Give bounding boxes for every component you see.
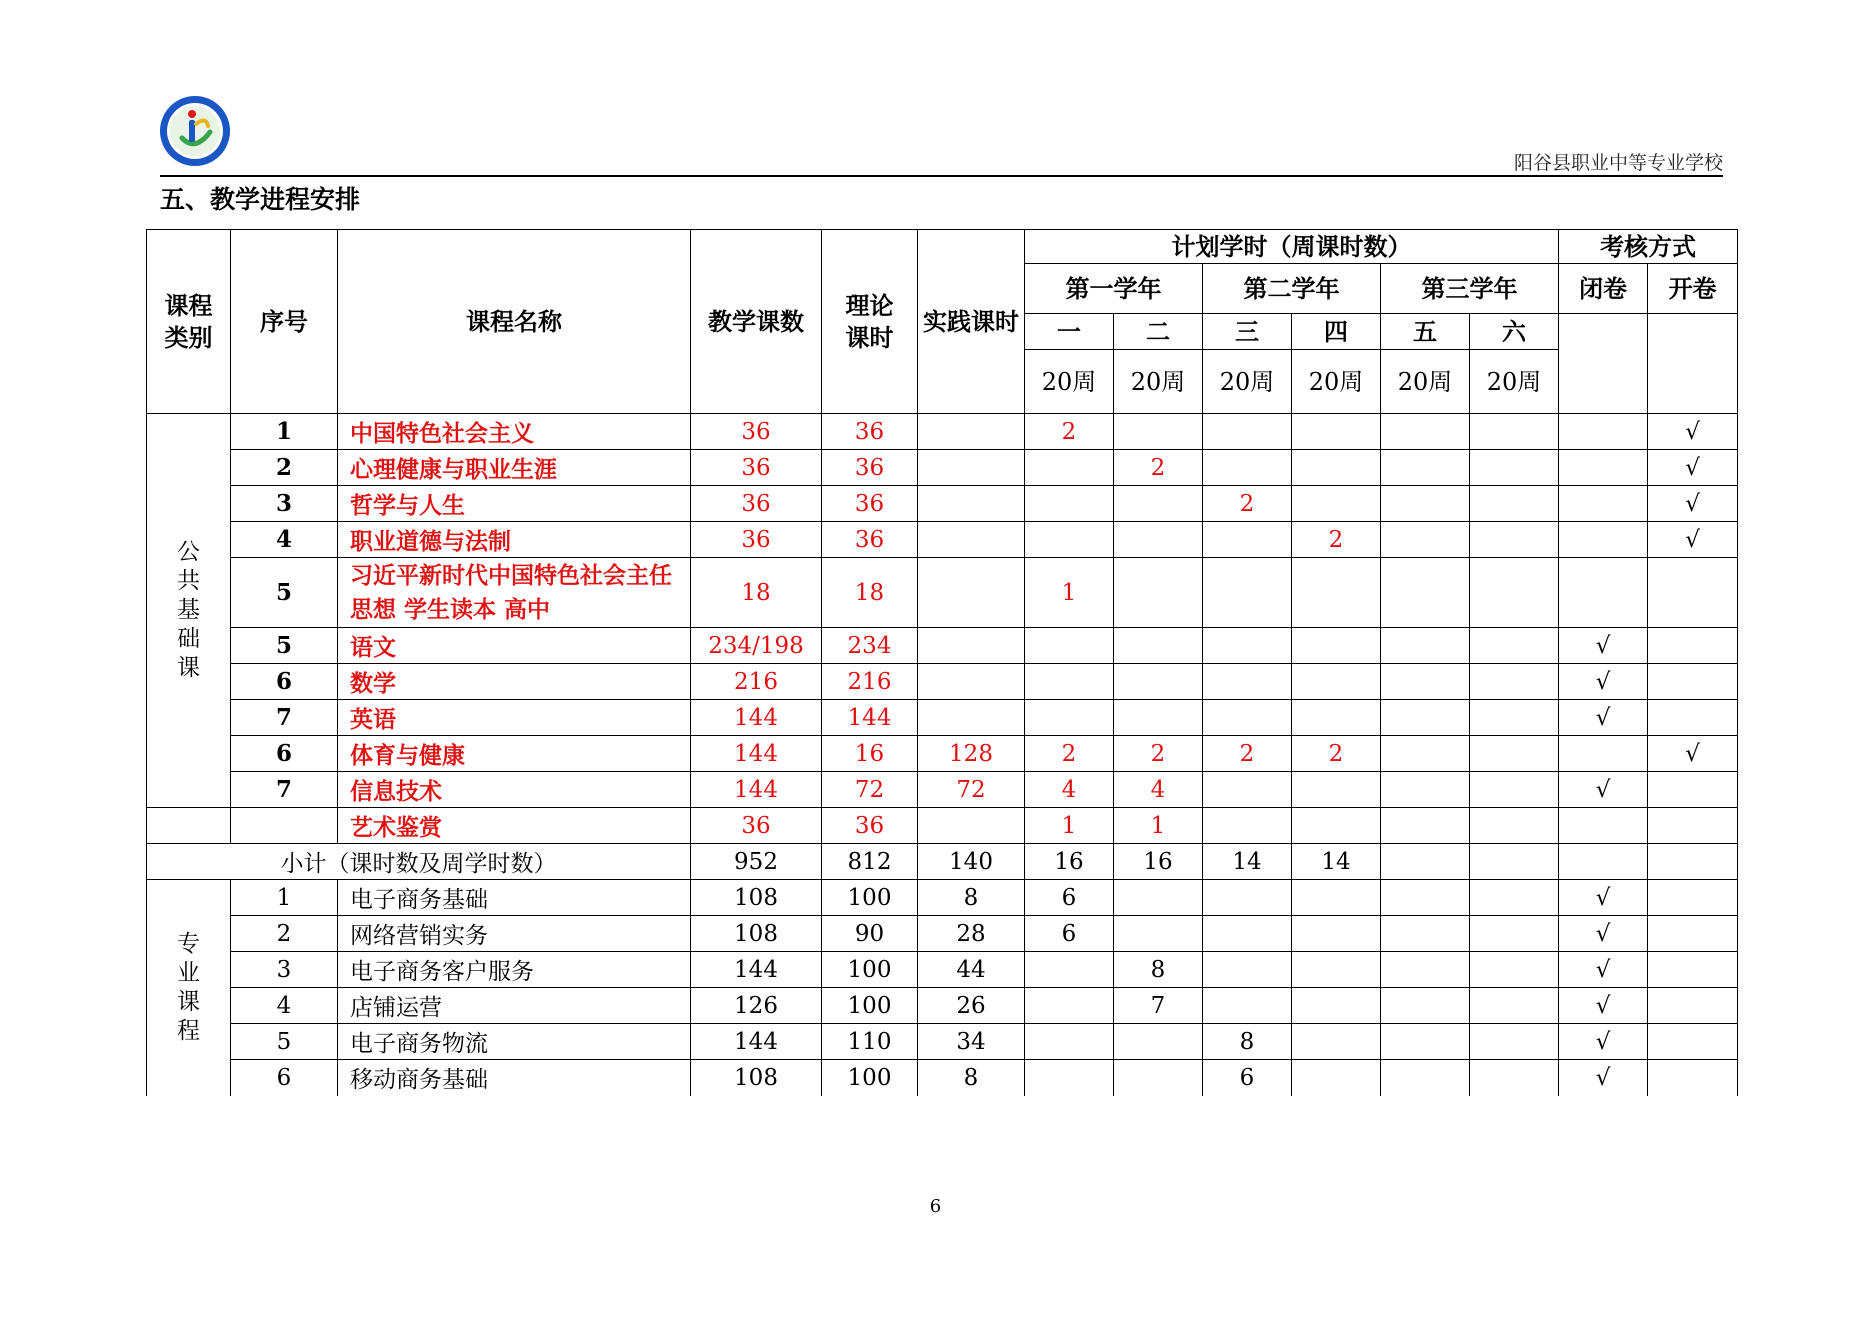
term3-hours: 2 — [1203, 736, 1292, 772]
subtotal-term4: 14 — [1292, 844, 1381, 880]
subtotal-term6 — [1470, 844, 1559, 880]
theory-hours: 100 — [822, 952, 918, 988]
header-rule — [160, 175, 1723, 177]
course-name: 电子商务基础 — [338, 880, 691, 916]
term3-hours — [1203, 414, 1292, 450]
table-row — [147, 736, 1738, 772]
course-name: 店铺运营 — [338, 988, 691, 1024]
header-weeks-6: 20周 — [1470, 350, 1559, 414]
term6-hours — [1470, 916, 1559, 952]
term2-hours — [1114, 1060, 1203, 1096]
header-theory-hours: 理论课时 — [822, 230, 918, 414]
closed-check: √ — [1559, 664, 1648, 700]
header-term-5: 五 — [1381, 314, 1470, 350]
term1-hours — [1025, 664, 1114, 700]
term5-hours — [1381, 1060, 1470, 1096]
course-name: 英语 — [338, 700, 691, 736]
closed-check — [1559, 522, 1648, 558]
term6-hours — [1470, 736, 1559, 772]
subtotal-row — [147, 844, 1738, 880]
closed-check — [1559, 808, 1648, 844]
theory-hours: 100 — [822, 988, 918, 1024]
header-term-6: 六 — [1470, 314, 1559, 350]
open-check — [1648, 808, 1738, 844]
total-hours: 36 — [691, 486, 822, 522]
practice-hours — [918, 486, 1025, 522]
term2-hours — [1114, 700, 1203, 736]
seq-cell: 2 — [231, 916, 338, 952]
total-hours: 216 — [691, 664, 822, 700]
table-row — [147, 414, 1738, 450]
total-hours: 144 — [691, 772, 822, 808]
header-closed-blank — [1559, 314, 1648, 414]
category-blank — [147, 808, 231, 844]
practice-hours: 44 — [918, 952, 1025, 988]
term5-hours — [1381, 450, 1470, 486]
term4-hours — [1292, 880, 1381, 916]
term2-hours: 2 — [1114, 736, 1203, 772]
term4-hours: 2 — [1292, 736, 1381, 772]
open-check — [1648, 700, 1738, 736]
page-number: 6 — [929, 1196, 942, 1217]
theory-hours: 18 — [822, 558, 918, 628]
term1-hours — [1025, 628, 1114, 664]
term3-hours: 2 — [1203, 486, 1292, 522]
subtotal-label: 小计（课时数及周学时数） — [147, 844, 691, 880]
open-check — [1648, 664, 1738, 700]
open-check: √ — [1648, 486, 1738, 522]
table-row — [147, 952, 1738, 988]
term4-hours — [1292, 988, 1381, 1024]
term6-hours — [1470, 450, 1559, 486]
open-check: √ — [1648, 414, 1738, 450]
header-open: 开卷 — [1648, 264, 1738, 314]
practice-hours — [918, 628, 1025, 664]
open-check — [1648, 880, 1738, 916]
school-logo — [158, 94, 232, 168]
header-closed: 闭卷 — [1559, 264, 1648, 314]
term5-hours — [1381, 486, 1470, 522]
term5-hours — [1381, 558, 1470, 628]
term2-hours — [1114, 486, 1203, 522]
course-name: 信息技术 — [338, 772, 691, 808]
seq-cell: 2 — [231, 450, 338, 486]
open-check — [1648, 1024, 1738, 1060]
term5-hours — [1381, 522, 1470, 558]
term5-hours — [1381, 772, 1470, 808]
theory-hours: 110 — [822, 1024, 918, 1060]
term3-hours — [1203, 664, 1292, 700]
practice-hours: 26 — [918, 988, 1025, 1024]
subtotal-open — [1648, 844, 1738, 880]
term3-hours — [1203, 772, 1292, 808]
course-name: 习近平新时代中国特色社会主任思想 学生读本 高中 — [338, 558, 691, 628]
term6-hours — [1470, 1060, 1559, 1096]
term2-hours — [1114, 522, 1203, 558]
course-name: 数学 — [338, 664, 691, 700]
practice-hours — [918, 558, 1025, 628]
seq-cell: 5 — [231, 1024, 338, 1060]
table-row — [147, 450, 1738, 486]
seq-cell: 4 — [231, 522, 338, 558]
total-hours: 108 — [691, 916, 822, 952]
term4-hours: 2 — [1292, 522, 1381, 558]
term4-hours — [1292, 664, 1381, 700]
header-practice-hours: 实践课时 — [918, 230, 1025, 414]
term4-hours — [1292, 1060, 1381, 1096]
term6-hours — [1470, 952, 1559, 988]
course-name: 电子商务物流 — [338, 1024, 691, 1060]
theory-hours: 36 — [822, 450, 918, 486]
seq-cell: 4 — [231, 988, 338, 1024]
term2-hours — [1114, 414, 1203, 450]
header-weeks-3: 20周 — [1203, 350, 1292, 414]
header-course-name: 课程名称 — [338, 230, 691, 414]
total-hours: 108 — [691, 880, 822, 916]
practice-hours: 28 — [918, 916, 1025, 952]
table-row — [147, 772, 1738, 808]
header-weeks-2: 20周 — [1114, 350, 1203, 414]
seq-cell: 7 — [231, 772, 338, 808]
term2-hours: 1 — [1114, 808, 1203, 844]
theory-hours: 90 — [822, 916, 918, 952]
term3-hours — [1203, 558, 1292, 628]
seq-cell: 6 — [231, 736, 338, 772]
header-term-2: 二 — [1114, 314, 1203, 350]
term1-hours — [1025, 988, 1114, 1024]
practice-hours — [918, 700, 1025, 736]
closed-check: √ — [1559, 952, 1648, 988]
seq-cell: 6 — [231, 664, 338, 700]
total-hours: 144 — [691, 1024, 822, 1060]
term1-hours — [1025, 952, 1114, 988]
seq-cell: 6 — [231, 1060, 338, 1096]
header-year3: 第三学年 — [1381, 264, 1559, 314]
course-name: 哲学与人生 — [338, 486, 691, 522]
term4-hours — [1292, 772, 1381, 808]
header-open-blank — [1648, 314, 1738, 414]
term1-hours: 1 — [1025, 558, 1114, 628]
term2-hours — [1114, 880, 1203, 916]
header-term-4: 四 — [1292, 314, 1381, 350]
term2-hours — [1114, 558, 1203, 628]
term3-hours — [1203, 808, 1292, 844]
course-name: 网络营销实务 — [338, 916, 691, 952]
open-check — [1648, 558, 1738, 628]
table-row — [147, 628, 1738, 664]
header-year2: 第二学年 — [1203, 264, 1381, 314]
course-name: 移动商务基础 — [338, 1060, 691, 1096]
total-hours: 36 — [691, 808, 822, 844]
term1-hours — [1025, 1024, 1114, 1060]
open-check — [1648, 916, 1738, 952]
term3-hours — [1203, 880, 1292, 916]
table-row — [147, 988, 1738, 1024]
term4-hours — [1292, 628, 1381, 664]
term5-hours — [1381, 952, 1470, 988]
open-check: √ — [1648, 450, 1738, 486]
theory-hours: 144 — [822, 700, 918, 736]
school-name: 阳谷县职业中等专业学校 — [1513, 152, 1723, 174]
term5-hours — [1381, 664, 1470, 700]
seq-cell: 5 — [231, 558, 338, 628]
total-hours: 108 — [691, 1060, 822, 1096]
table-row — [147, 664, 1738, 700]
closed-check: √ — [1559, 700, 1648, 736]
term5-hours — [1381, 880, 1470, 916]
subtotal-term5 — [1381, 844, 1470, 880]
table-row — [147, 522, 1738, 558]
header-term-1: 一 — [1025, 314, 1114, 350]
theory-hours: 36 — [822, 486, 918, 522]
open-check: √ — [1648, 736, 1738, 772]
open-check — [1648, 952, 1738, 988]
theory-hours: 36 — [822, 808, 918, 844]
closed-check: √ — [1559, 988, 1648, 1024]
term3-hours — [1203, 522, 1292, 558]
header-category: 课程类别 — [147, 230, 231, 414]
closed-check — [1559, 558, 1648, 628]
subtotal-term1: 16 — [1025, 844, 1114, 880]
term5-hours — [1381, 1024, 1470, 1060]
term6-hours — [1470, 988, 1559, 1024]
term4-hours — [1292, 952, 1381, 988]
header-weeks-5: 20周 — [1381, 350, 1470, 414]
theory-hours: 72 — [822, 772, 918, 808]
term3-hours — [1203, 988, 1292, 1024]
term3-hours: 6 — [1203, 1060, 1292, 1096]
term4-hours — [1292, 414, 1381, 450]
open-check — [1648, 628, 1738, 664]
term3-hours: 8 — [1203, 1024, 1292, 1060]
theory-hours: 100 — [822, 1060, 918, 1096]
practice-hours: 72 — [918, 772, 1025, 808]
term1-hours — [1025, 486, 1114, 522]
theory-hours: 234 — [822, 628, 918, 664]
practice-hours: 128 — [918, 736, 1025, 772]
term2-hours — [1114, 664, 1203, 700]
table-row — [147, 880, 1738, 916]
practice-hours: 8 — [918, 1060, 1025, 1096]
term6-hours — [1470, 522, 1559, 558]
practice-hours — [918, 808, 1025, 844]
open-check — [1648, 772, 1738, 808]
course-name: 心理健康与职业生涯 — [338, 450, 691, 486]
term1-hours — [1025, 522, 1114, 558]
term6-hours — [1470, 700, 1559, 736]
term2-hours: 2 — [1114, 450, 1203, 486]
total-hours: 144 — [691, 736, 822, 772]
course-name: 体育与健康 — [338, 736, 691, 772]
closed-check: √ — [1559, 880, 1648, 916]
header-weeks-1: 20周 — [1025, 350, 1114, 414]
term6-hours — [1470, 1024, 1559, 1060]
practice-hours — [918, 450, 1025, 486]
term6-hours — [1470, 664, 1559, 700]
term1-hours: 2 — [1025, 736, 1114, 772]
subtotal-term3: 14 — [1203, 844, 1292, 880]
closed-check — [1559, 450, 1648, 486]
closed-check — [1559, 736, 1648, 772]
closed-check: √ — [1559, 1060, 1648, 1096]
term2-hours — [1114, 916, 1203, 952]
table-row — [147, 1024, 1738, 1060]
course-name: 语文 — [338, 628, 691, 664]
term1-hours: 1 — [1025, 808, 1114, 844]
practice-hours — [918, 664, 1025, 700]
table-row — [147, 700, 1738, 736]
term2-hours: 4 — [1114, 772, 1203, 808]
total-hours: 144 — [691, 952, 822, 988]
term6-hours — [1470, 486, 1559, 522]
term5-hours — [1381, 700, 1470, 736]
term1-hours: 6 — [1025, 880, 1114, 916]
header-plan: 计划学时（周课时数） — [1025, 230, 1559, 264]
theory-hours: 36 — [822, 414, 918, 450]
term4-hours — [1292, 486, 1381, 522]
header-assessment: 考核方式 — [1559, 230, 1738, 264]
total-hours: 36 — [691, 414, 822, 450]
closed-check: √ — [1559, 628, 1648, 664]
closed-check: √ — [1559, 1024, 1648, 1060]
total-hours: 126 — [691, 988, 822, 1024]
theory-hours: 216 — [822, 664, 918, 700]
theory-hours: 36 — [822, 522, 918, 558]
term6-hours — [1470, 880, 1559, 916]
subtotal-total: 952 — [691, 844, 822, 880]
table-row — [147, 558, 1738, 628]
term5-hours — [1381, 414, 1470, 450]
course-name: 电子商务客户服务 — [338, 952, 691, 988]
closed-check: √ — [1559, 772, 1648, 808]
term1-hours — [1025, 1060, 1114, 1096]
term6-hours — [1470, 414, 1559, 450]
course-name: 艺术鉴赏 — [338, 808, 691, 844]
theory-hours: 16 — [822, 736, 918, 772]
term5-hours — [1381, 988, 1470, 1024]
table-row — [147, 808, 1738, 844]
term6-hours — [1470, 628, 1559, 664]
term3-hours — [1203, 700, 1292, 736]
practice-hours: 34 — [918, 1024, 1025, 1060]
term2-hours — [1114, 628, 1203, 664]
open-check — [1648, 988, 1738, 1024]
total-hours: 234/198 — [691, 628, 822, 664]
term4-hours — [1292, 450, 1381, 486]
seq-cell: 1 — [231, 414, 338, 450]
term1-hours — [1025, 700, 1114, 736]
term3-hours — [1203, 916, 1292, 952]
category-major: 专业课程 — [147, 880, 231, 1096]
seq-cell: 1 — [231, 880, 338, 916]
table-row — [147, 1060, 1738, 1096]
closed-check — [1559, 414, 1648, 450]
header-seq: 序号 — [231, 230, 338, 414]
term4-hours — [1292, 700, 1381, 736]
theory-hours: 100 — [822, 880, 918, 916]
subtotal-practice: 140 — [918, 844, 1025, 880]
header-term-3: 三 — [1203, 314, 1292, 350]
term3-hours — [1203, 952, 1292, 988]
practice-hours — [918, 414, 1025, 450]
seq-cell — [231, 808, 338, 844]
total-hours: 36 — [691, 450, 822, 486]
subtotal-theory: 812 — [822, 844, 918, 880]
term1-hours: 6 — [1025, 916, 1114, 952]
closed-check — [1559, 486, 1648, 522]
term2-hours — [1114, 1024, 1203, 1060]
term2-hours: 7 — [1114, 988, 1203, 1024]
term3-hours — [1203, 628, 1292, 664]
term6-hours — [1470, 808, 1559, 844]
table-row — [147, 916, 1738, 952]
total-hours: 36 — [691, 522, 822, 558]
total-hours: 18 — [691, 558, 822, 628]
open-check — [1648, 1060, 1738, 1096]
course-name: 职业道德与法制 — [338, 522, 691, 558]
header-weeks-4: 20周 — [1292, 350, 1381, 414]
category-public: 公共基础课 — [147, 414, 231, 808]
term1-hours: 4 — [1025, 772, 1114, 808]
term5-hours — [1381, 916, 1470, 952]
header-teaching-hours: 教学课数 — [691, 230, 822, 414]
practice-hours — [918, 522, 1025, 558]
table-row — [147, 486, 1738, 522]
header-year1: 第一学年 — [1025, 264, 1203, 314]
term1-hours: 2 — [1025, 414, 1114, 450]
term4-hours — [1292, 916, 1381, 952]
course-name: 中国特色社会主义 — [338, 414, 691, 450]
term2-hours: 8 — [1114, 952, 1203, 988]
seq-cell: 7 — [231, 700, 338, 736]
term5-hours — [1381, 628, 1470, 664]
seq-cell: 5 — [231, 628, 338, 664]
term5-hours — [1381, 736, 1470, 772]
term5-hours — [1381, 808, 1470, 844]
closed-check: √ — [1559, 916, 1648, 952]
teaching-plan-table — [146, 229, 1738, 1096]
seq-cell: 3 — [231, 952, 338, 988]
term4-hours — [1292, 1024, 1381, 1060]
term4-hours — [1292, 808, 1381, 844]
section-title: 五、教学进程安排 — [160, 185, 361, 214]
practice-hours: 8 — [918, 880, 1025, 916]
term6-hours — [1470, 558, 1559, 628]
term3-hours — [1203, 450, 1292, 486]
term6-hours — [1470, 772, 1559, 808]
total-hours: 144 — [691, 700, 822, 736]
open-check: √ — [1648, 522, 1738, 558]
term4-hours — [1292, 558, 1381, 628]
subtotal-term2: 16 — [1114, 844, 1203, 880]
term1-hours — [1025, 450, 1114, 486]
seq-cell: 3 — [231, 486, 338, 522]
subtotal-closed — [1559, 844, 1648, 880]
